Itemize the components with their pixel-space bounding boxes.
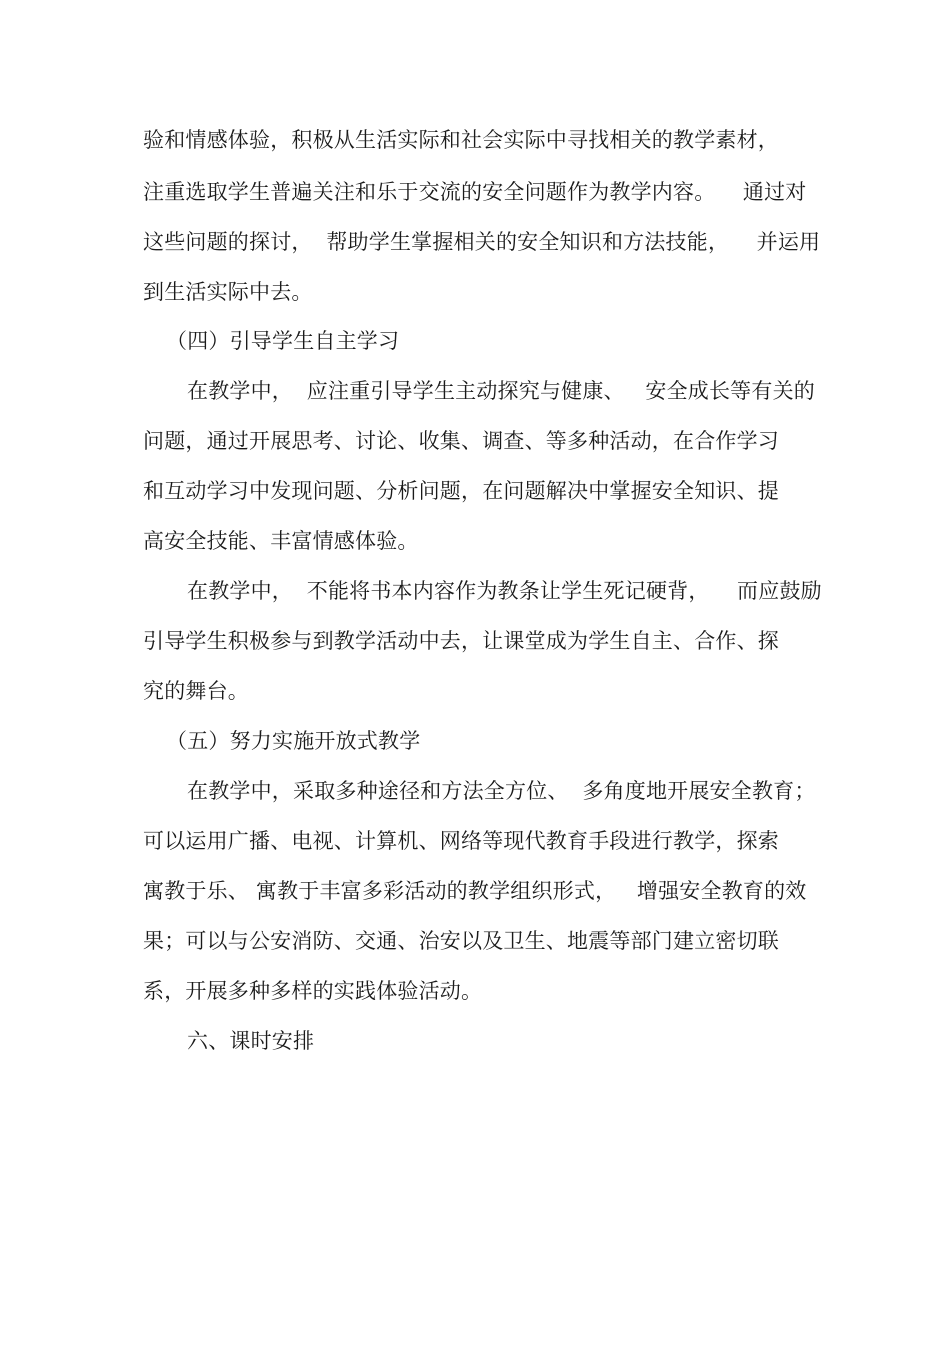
section-heading-4: （四）引导学生自主学习 <box>166 329 400 353</box>
paragraph-line: 系，开展多种多样的实践体验活动。 <box>143 979 483 1003</box>
paragraph-line: 寓教于乐、 寓教于丰富多彩活动的教学组织形式， 增强安全教育的效 <box>143 879 807 903</box>
paragraph-line: 这些问题的探讨， 帮助学生掌握相关的安全知识和方法技能， 并运用 <box>143 230 821 254</box>
paragraph-line: 在教学中， 应注重引导学生主动探究与健康、 安全成长等有关的 <box>187 379 815 403</box>
paragraph-line: 引导学生积极参与到教学活动中去，让课堂成为学生自主、合作、探 <box>143 629 779 653</box>
section-heading-6: 六、课时安排 <box>187 1029 315 1053</box>
paragraph-line: 高安全技能、丰富情感体验。 <box>143 529 419 553</box>
paragraph-line: 在教学中， 不能将书本内容作为教条让学生死记硬背， 而应鼓励 <box>187 579 822 603</box>
paragraph-line: 问题，通过开展思考、讨论、收集、调查、等多种活动，在合作学习 <box>143 429 779 453</box>
section-heading-5: （五）努力实施开放式教学 <box>166 729 421 753</box>
paragraph-line: 到生活实际中去。 <box>143 280 313 304</box>
paragraph-line: 在教学中，采取多种途径和方法全方位、 多角度地开展安全教育； <box>187 779 816 803</box>
paragraph-line: 果；可以与公安消防、交通、治安以及卫生、地震等部门建立密切联 <box>143 929 779 953</box>
paragraph-line: 究的舞台。 <box>143 679 249 703</box>
paragraph-line: 和互动学习中发现问题、分析问题，在问题解决中掌握安全知识、提 <box>143 479 779 503</box>
paragraph-line: 可以运用广播、电视、计算机、网络等现代教育手段进行教学，探索 <box>143 829 779 853</box>
paragraph-line: 注重选取学生普遍关注和乐于交流的安全问题作为教学内容。 通过对 <box>143 180 807 204</box>
paragraph-line: 验和情感体验，积极从生活实际和社会实际中寻找相关的教学素材， <box>143 128 779 152</box>
